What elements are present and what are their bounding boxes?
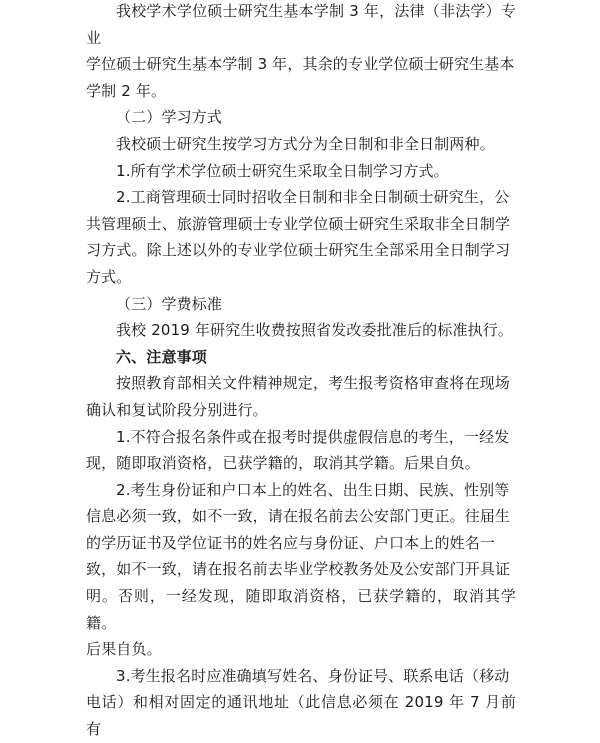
subheading-study-mode [86, 104, 516, 131]
paragraph-notes-intro [86, 370, 516, 423]
text-line: 电话）和相对固定的通讯地址（此信息必须在 2019 年 7 月前有 [86, 693, 516, 739]
text-line: 我校学术学位硕士研究生基本学制 3 年，法律（非法学）专业 [86, 2, 516, 47]
paragraph-notes-item-3 [86, 663, 516, 743]
text-line: 1.不符合报名条件或在报考时提供虚假信息的考生，一经发 [116, 427, 510, 446]
text-line: 信息必须一致，如不一致，请在报名前去公安部门更正。往届生 [86, 507, 511, 526]
text-line: 方式。 [86, 267, 132, 286]
text-line: 我校硕士研究生按学习方式分为全日制和非全日制两种。 [116, 134, 495, 153]
subheading-text: （二）学习方式 [116, 108, 223, 127]
text-line: 共管理硕士、旅游管理硕士专业学位硕士研究生采取非全日制学 [86, 214, 511, 233]
heading-text: 六、注意事项 [116, 347, 207, 366]
heading-notes [86, 344, 516, 371]
paragraph-notes-item-2 [86, 477, 516, 663]
text-line: 3.考生报名时应准确填写姓名、身份证号、联系电话（移动 [116, 666, 510, 685]
paragraph-notes-item-1 [86, 424, 516, 477]
text-line: 按照教育部相关文件精神规定，考生报考资格审查将在现场 [116, 374, 510, 393]
text-line: 现，随即取消资格，已获学籍的，取消其学籍。后果自负。 [86, 454, 480, 473]
subheading-text: （三）学费标准 [116, 294, 223, 313]
paragraph-study-duration [86, 0, 516, 104]
subheading-tuition [86, 291, 516, 318]
text-line: 2.考生身份证和户口本上的姓名、出生日期、民族、性别等 [116, 480, 510, 499]
text-line: 致，如不一致，请在报名前去毕业学校教务处及公安部门开具证 [86, 560, 511, 579]
paragraph-study-mode-item-2 [86, 184, 516, 290]
text-line: 习方式。除上述以外的专业学位硕士研究生全部采用全日制学习 [86, 241, 511, 260]
text-line: 我校 2019 年研究生收费按照省发改委批准后的标准执行。 [116, 321, 514, 340]
text-line: 2.工商管理硕士同时招收全日制和非全日制硕士研究生，公 [116, 188, 510, 207]
paragraph-study-mode-intro [86, 131, 516, 158]
text-line: 的学历证书及学位证书的姓名应与身份证、户口本上的姓名一 [86, 533, 496, 552]
text-line: 学位硕士研究生基本学制 3 年，其余的专业学位硕士研究生基本 [86, 55, 515, 74]
text-line: 后果自负。 [86, 640, 162, 659]
text-line: 学制 2 年。 [86, 81, 167, 100]
text-line: 明。否则，一经发现，随即取消资格，已获学籍的，取消其学籍。 [86, 587, 516, 632]
text-line: 确认和复试阶段分别进行。 [86, 400, 268, 419]
document-body [86, 0, 516, 743]
text-line: 1.所有学术学位硕士研究生采取全日制学习方式。 [116, 161, 449, 180]
paragraph-tuition [86, 317, 516, 344]
paragraph-study-mode-item-1 [86, 158, 516, 185]
